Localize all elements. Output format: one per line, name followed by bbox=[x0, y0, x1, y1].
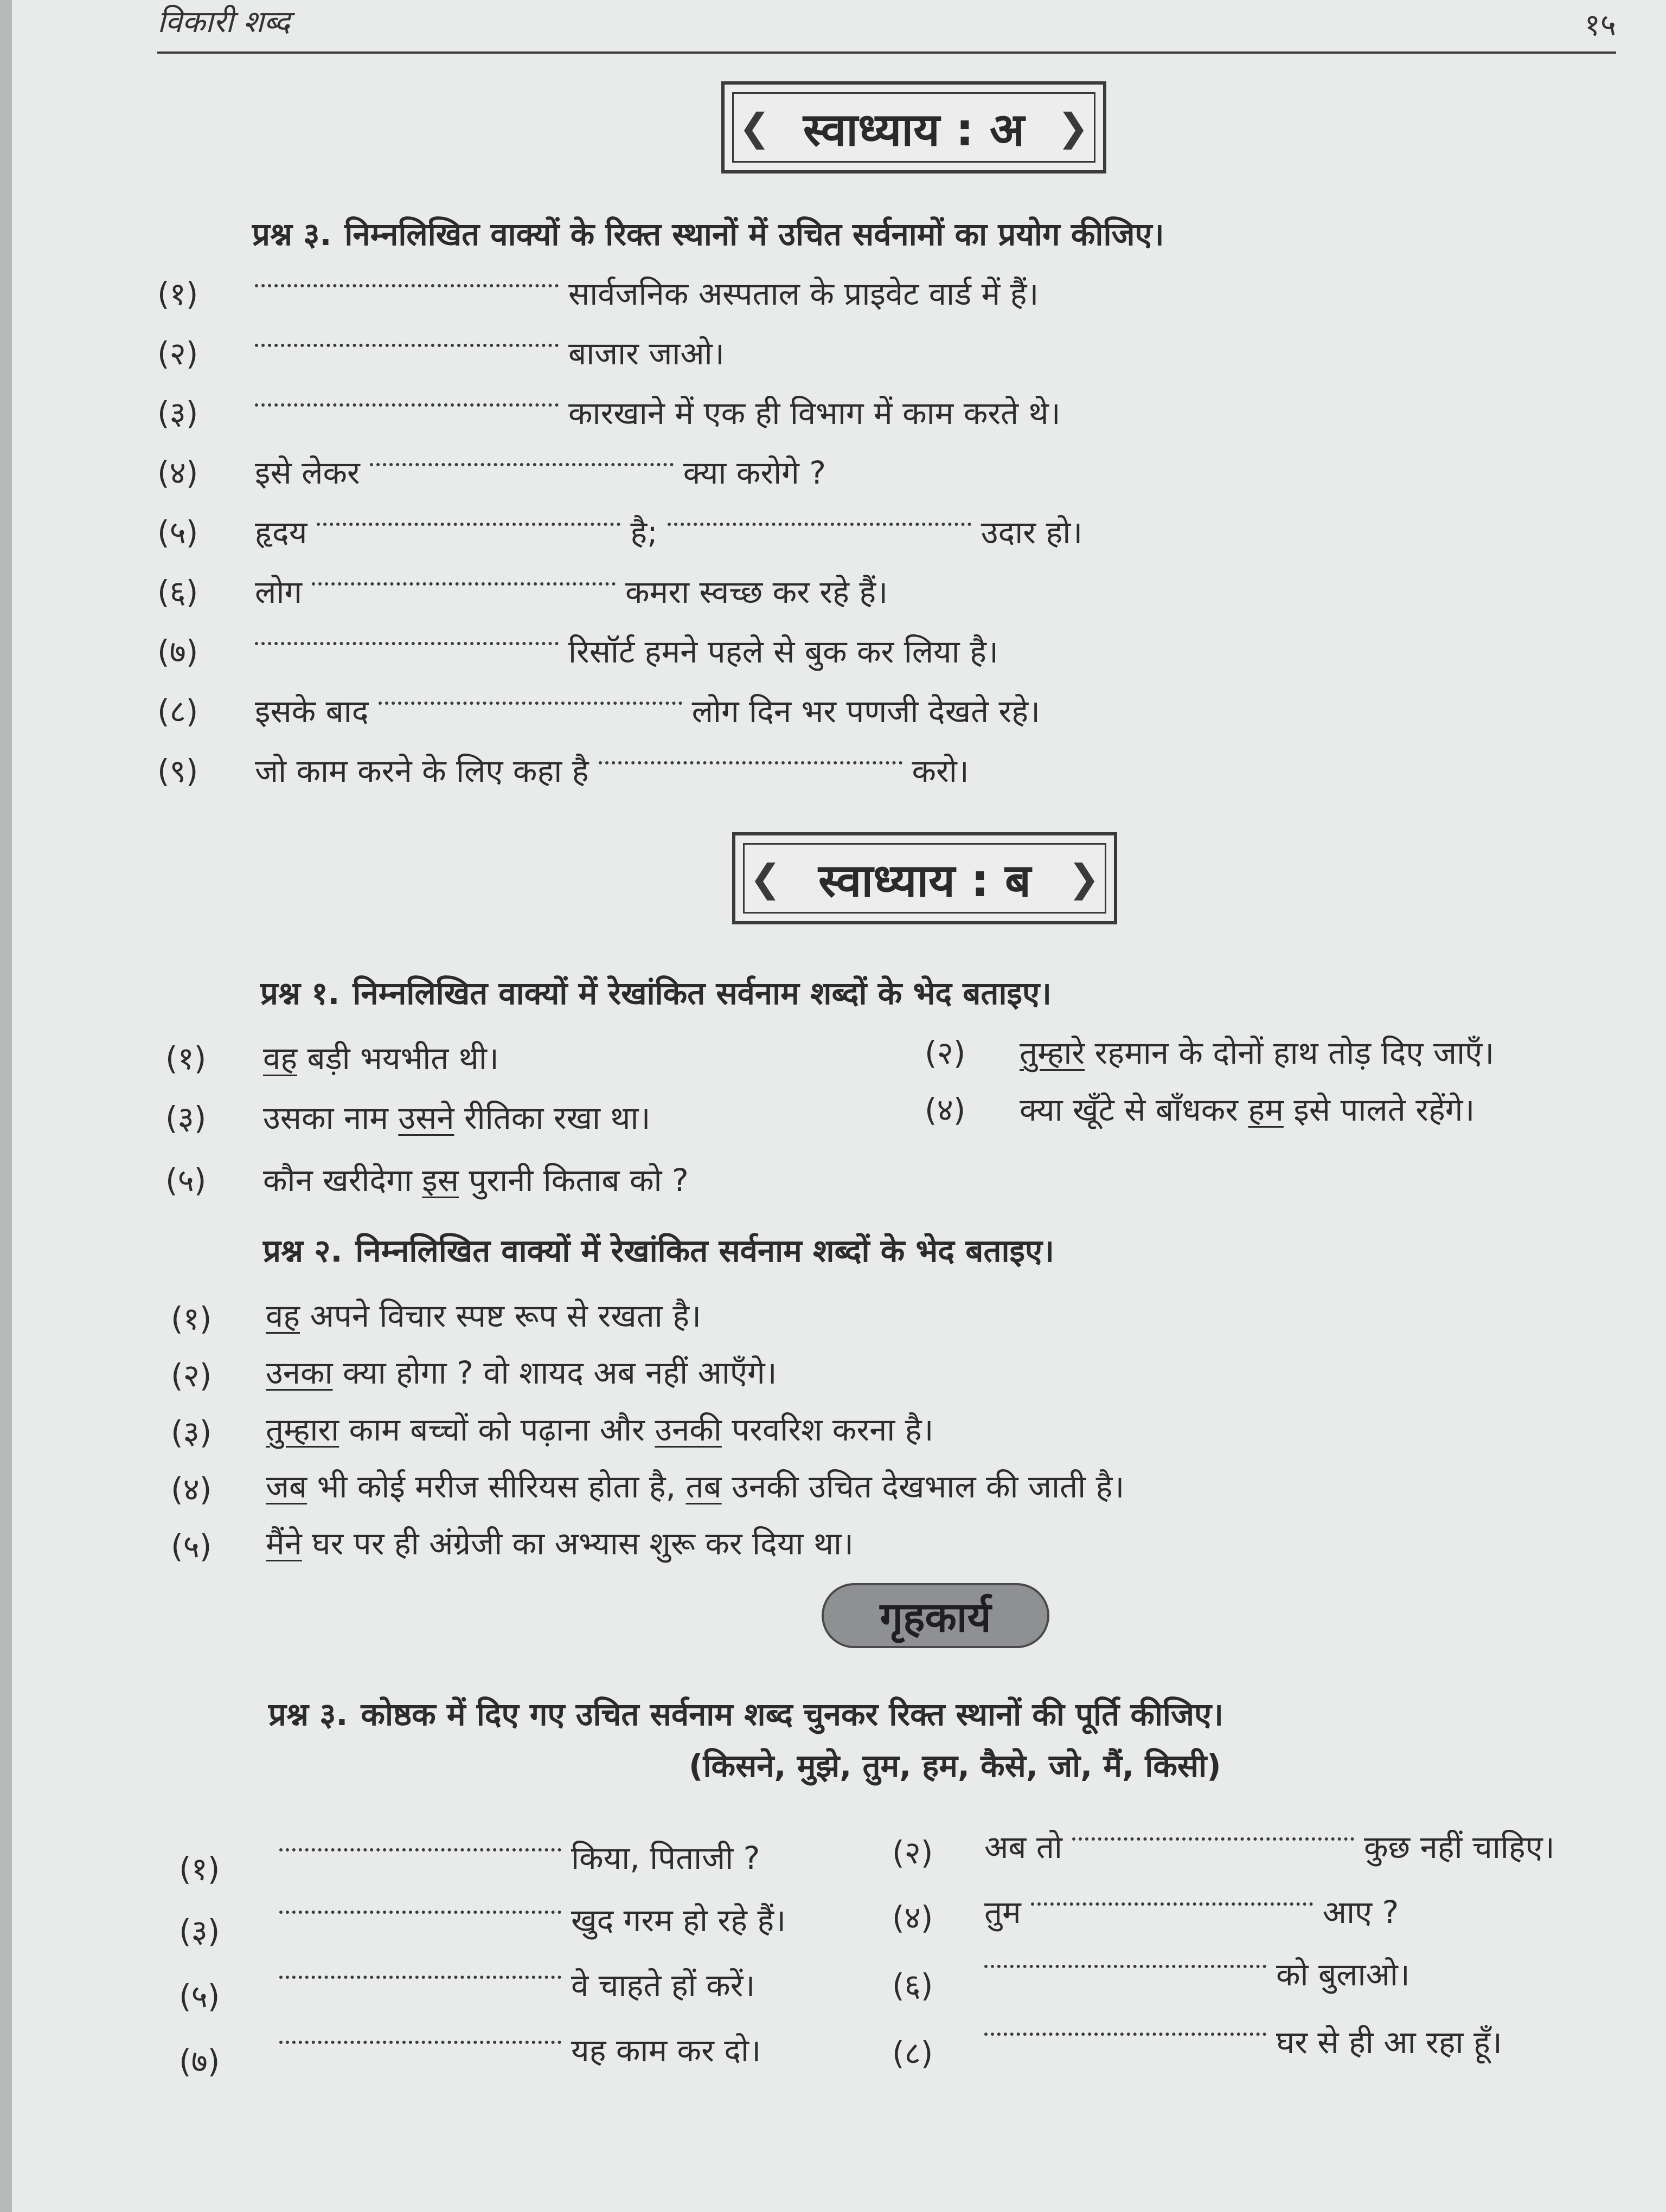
blank-line bbox=[279, 1848, 561, 1851]
item-text: घर पर ही अंग्रेजी का अभ्यास शुरू कर दिया था। bbox=[302, 1525, 854, 1562]
question-text: कोष्ठक में दिए गए उचित सर्वनाम शब्द चुनकर रिक्त स्थानों की पूर्ति कीजिए। bbox=[361, 1696, 1224, 1733]
pronoun-options: (किसने, मुझे, तुम, हम, कैसे, जो, मैं, किसी) bbox=[689, 1747, 1221, 1784]
item-text: अब तो bbox=[984, 1829, 1062, 1866]
section-b-banner bbox=[732, 832, 1117, 924]
fill-blank-item bbox=[279, 1835, 760, 1878]
question-number: प्रश्न ३. bbox=[268, 1696, 348, 1733]
sentence-item bbox=[266, 1293, 701, 1336]
question-text: निम्नलिखित वाक्यों में रेखांकित सर्वनाम शब्दों के भेद बताइए। bbox=[353, 975, 1052, 1012]
underlined-pronoun: जब bbox=[266, 1468, 307, 1505]
item-text: बाजार जाओ। bbox=[568, 335, 725, 372]
item-text: को बुलाओ। bbox=[1276, 1956, 1410, 1993]
fill-blank-item bbox=[255, 390, 1061, 433]
item-text: करो। bbox=[912, 753, 969, 789]
sentence-item bbox=[263, 1158, 689, 1200]
underlined-pronoun: मैंने bbox=[266, 1525, 302, 1562]
item-text: काम बच्चों को पढ़ाना और bbox=[339, 1411, 655, 1448]
underlined-pronoun: तुम्हारे bbox=[1020, 1034, 1085, 1071]
item-text: परवरिश करना है। bbox=[721, 1411, 934, 1448]
sentence-item bbox=[266, 1521, 854, 1564]
item-number: (६) bbox=[892, 1967, 933, 2004]
item-text: अपने विचार स्पष्ट रूप से रखता है। bbox=[300, 1297, 702, 1334]
fill-blank-item bbox=[255, 748, 969, 791]
item-number: (३) bbox=[171, 1414, 212, 1451]
question-text: निम्नलिखित वाक्यों में रेखांकित सर्वनाम शब्दों के भेद बताइए। bbox=[355, 1232, 1055, 1269]
banner-right-arrow-icon: ❯ bbox=[1068, 856, 1100, 901]
item-text: उसका नाम bbox=[263, 1099, 399, 1136]
item-text: उदार हो। bbox=[981, 514, 1083, 551]
sentence-item bbox=[1020, 1087, 1475, 1130]
sentence-item bbox=[263, 1036, 499, 1078]
banner-left-arrow-icon: ❮ bbox=[749, 856, 781, 901]
underlined-pronoun: तुम्हारा bbox=[266, 1411, 339, 1448]
item-text: खुद गरम हो रहे हैं। bbox=[571, 1902, 786, 1939]
blank-line bbox=[255, 344, 559, 347]
underlined-pronoun: तब bbox=[685, 1468, 722, 1505]
sentence-item bbox=[266, 1407, 934, 1450]
item-number: (२) bbox=[157, 335, 198, 372]
blank-line bbox=[379, 702, 682, 705]
underlined-pronoun: उनका bbox=[266, 1354, 333, 1391]
sentence-item bbox=[1020, 1030, 1494, 1073]
item-number: (४) bbox=[171, 1471, 212, 1508]
fill-blank-item bbox=[255, 569, 888, 612]
item-number: (३) bbox=[157, 395, 198, 432]
question-text: निम्नलिखित वाक्यों के रिक्त स्थानों में उचित सर्वनामों का प्रयोग कीजिए। bbox=[344, 216, 1164, 253]
blank-line bbox=[370, 463, 674, 466]
section-a-question bbox=[252, 211, 1164, 254]
item-text: कुछ नहीं चाहिए। bbox=[1363, 1829, 1555, 1866]
banner-right-arrow-icon: ❯ bbox=[1057, 105, 1089, 150]
item-number: (१) bbox=[165, 1040, 207, 1077]
blank-line bbox=[317, 523, 620, 526]
blank-line bbox=[984, 2033, 1266, 2036]
section-b-question-2 bbox=[263, 1228, 1054, 1271]
question-number: प्रश्न १. bbox=[260, 975, 340, 1012]
item-number: (२) bbox=[925, 1034, 966, 1071]
blank-line bbox=[279, 1976, 561, 1979]
blank-line bbox=[984, 1965, 1266, 1968]
fill-blank-item bbox=[255, 331, 725, 374]
fill-blank-item bbox=[255, 629, 998, 672]
underlined-pronoun: हम bbox=[1248, 1091, 1284, 1128]
item-text: वे चाहते हों करें। bbox=[571, 1967, 755, 2004]
underlined-pronoun: वह bbox=[263, 1040, 298, 1077]
sentence-item bbox=[266, 1350, 777, 1393]
underlined-pronoun: वह bbox=[266, 1297, 300, 1334]
item-text: भी कोई मरीज सीरियस होता है, bbox=[307, 1468, 686, 1505]
fill-blank-item bbox=[279, 1898, 786, 1940]
blank-line bbox=[279, 2041, 561, 2044]
book-spine-edge bbox=[0, 0, 12, 2212]
item-number: (४) bbox=[157, 454, 198, 491]
fill-blank-item bbox=[255, 689, 1040, 731]
running-title: विकारी शब्द bbox=[157, 4, 290, 40]
item-text: किया, पिताजी ? bbox=[571, 1840, 760, 1876]
item-text: बड़ी भयभीत थी। bbox=[297, 1040, 499, 1077]
fill-blank-item bbox=[984, 1952, 1410, 1995]
blank-line bbox=[1031, 1902, 1313, 1906]
item-text: जो काम करने के लिए कहा है bbox=[255, 753, 589, 789]
item-number: (६) bbox=[157, 574, 198, 610]
blank-line bbox=[668, 523, 971, 526]
item-text: कारखाने में एक ही विभाग में काम करते थे। bbox=[568, 395, 1061, 432]
item-text: घर से ही आ रहा हूँ। bbox=[1276, 2024, 1502, 2061]
fill-blank-item bbox=[255, 271, 1039, 314]
item-text: रहमान के दोनों हाथ तोड़ दिए जाएँ। bbox=[1085, 1034, 1495, 1071]
item-text: है; bbox=[630, 514, 658, 551]
item-text: लोग दिन भर पणजी देखते रहे। bbox=[691, 693, 1041, 730]
item-text: क्या करोगे ? bbox=[683, 454, 826, 491]
item-text: तुम bbox=[984, 1894, 1021, 1931]
blank-line bbox=[255, 403, 559, 407]
item-text: रिसॉर्ट हमने पहले से बुक कर लिया है। bbox=[568, 633, 998, 670]
item-text: क्या खूँटे से बाँधकर bbox=[1020, 1091, 1248, 1128]
item-number: (४) bbox=[925, 1091, 966, 1128]
blank-line bbox=[255, 642, 559, 645]
item-text: इसे लेकर bbox=[255, 454, 360, 491]
fill-blank-item bbox=[279, 2028, 761, 2070]
item-text: आए ? bbox=[1322, 1894, 1399, 1931]
item-text: रीतिका रखा था। bbox=[454, 1099, 651, 1136]
item-number: (७) bbox=[179, 2043, 220, 2080]
blank-line bbox=[255, 284, 559, 287]
item-number: (१) bbox=[157, 275, 198, 312]
sentence-item bbox=[263, 1095, 650, 1138]
item-text: इसके बाद bbox=[255, 693, 369, 730]
item-number: (३) bbox=[179, 1913, 220, 1950]
item-text: पुरानी किताब को ? bbox=[458, 1162, 689, 1199]
banner-left-arrow-icon: ❮ bbox=[739, 105, 771, 150]
item-number: (५) bbox=[171, 1528, 212, 1565]
item-number: (८) bbox=[892, 2035, 933, 2072]
item-number: (२) bbox=[892, 1834, 933, 1871]
item-number: (२) bbox=[171, 1357, 212, 1394]
question-number: प्रश्न ३. bbox=[252, 216, 332, 253]
item-text: सार्वजनिक अस्पताल के प्राइवेट वार्ड में हैं। bbox=[568, 275, 1039, 312]
fill-blank-item bbox=[279, 1963, 755, 2005]
item-text: कौन खरीदेगा bbox=[263, 1162, 422, 1199]
fill-blank-item bbox=[984, 1889, 1399, 1932]
homework-badge bbox=[822, 1583, 1049, 1648]
item-text: इसे पालते रहेंगे। bbox=[1283, 1091, 1475, 1128]
item-number: (५) bbox=[157, 514, 198, 551]
item-text: लोग bbox=[255, 574, 303, 610]
item-number: (१) bbox=[179, 1850, 220, 1887]
underlined-pronoun: उसने bbox=[398, 1099, 454, 1136]
item-number: (९) bbox=[157, 753, 198, 789]
item-text: हृदय bbox=[255, 514, 307, 551]
fill-blank-item bbox=[255, 450, 826, 493]
page-number: १५ bbox=[1584, 8, 1616, 43]
section-a-banner bbox=[721, 81, 1106, 173]
item-number: (५) bbox=[179, 1978, 220, 2015]
item-text: उनकी उचित देखभाल की जाती है। bbox=[721, 1468, 1125, 1505]
page-header bbox=[157, 0, 1616, 54]
underlined-pronoun: इस bbox=[422, 1162, 459, 1199]
item-text: यह काम कर दो। bbox=[571, 2032, 761, 2069]
fill-blank-item bbox=[255, 510, 1082, 552]
blank-line bbox=[279, 1911, 561, 1914]
sentence-item bbox=[266, 1464, 1124, 1507]
fill-blank-item bbox=[984, 2020, 1502, 2062]
fill-blank-item bbox=[984, 1824, 1555, 1867]
item-number: (७) bbox=[157, 633, 198, 670]
homework-question bbox=[268, 1692, 1223, 1734]
homework-label: गृहकार्य bbox=[880, 1592, 991, 1641]
question-number: प्रश्न २. bbox=[263, 1232, 343, 1269]
item-text: क्या होगा ? वो शायद अब नहीं आएँगे। bbox=[332, 1354, 777, 1391]
section-b-question-1 bbox=[260, 970, 1052, 1013]
section-a-heading: स्वाध्याय : अ bbox=[803, 102, 1025, 156]
item-number: (५) bbox=[165, 1162, 207, 1199]
blank-line bbox=[599, 761, 902, 764]
section-b-heading: स्वाध्याय : ब bbox=[818, 853, 1031, 907]
blank-line bbox=[1072, 1837, 1354, 1841]
blank-line bbox=[312, 582, 616, 586]
item-number: (४) bbox=[892, 1899, 933, 1936]
item-text: कमरा स्वच्छ कर रहे हैं। bbox=[625, 574, 888, 610]
item-number: (३) bbox=[165, 1099, 207, 1136]
item-number: (१) bbox=[171, 1300, 212, 1337]
underlined-pronoun: उनकी bbox=[655, 1411, 722, 1448]
item-number: (८) bbox=[157, 693, 198, 730]
